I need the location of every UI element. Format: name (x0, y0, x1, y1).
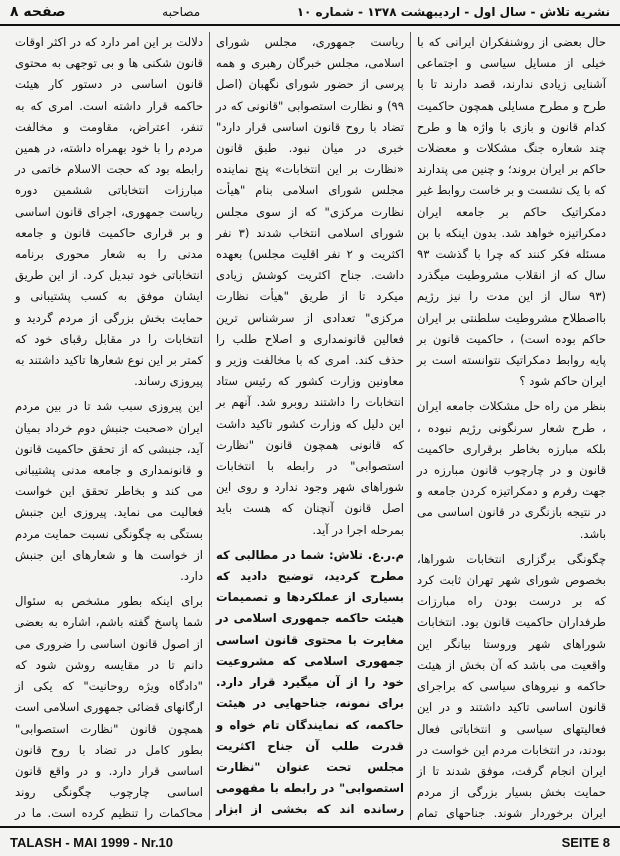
footer-issue: TALASH - MAI 1999 - Nr.10 (10, 834, 174, 850)
paragraph: چگونگی برگزاری انتخابات شوراها، بخصوص شورای شهر تهران ثابت کرد که بر درست بودن راه مبارزات طرفداران حاکمیت قانون بود. انتخابات شوراهای شهر وروستا بیانگر این واقعیت می باشد که آن بخش از هیئت حاکمه و نیروهای سیاسی که براجرای قانون اساسی تاکید داشتند و در این فعالیتهای سیاسی و انتخاباتی فعال بودند، در انتخابات مردم این خواست در ایران انجام گرفت، موفق شدند تا از حمایت بخش بسیار بزرگی از مردم ایران برخوردار شوند. جناحهای تمام (417, 551, 606, 820)
page-number-fa: صفحه ۸ (10, 4, 66, 20)
page-footer (0, 826, 620, 856)
paragraph: دلالت بر این امر دارد که در اکثر اوقات قانون شکنی ها و بی توجهی به محتوی قانون اساسی در دستور کار هیئت حاکمه قرار داشته است. امری که به تنفر، اعتراض، مقاومت و مخالفت مردم را با خود بهمراه داشته، در همین رابطه بود که حجت الاسلام خاتمی در مبارزات انتخاباتی ششمین دوره ریاست جمهوری، اجرای قانون اساسی و بر قراری حاکمیت قانون و جامعه مدنی را به شعار محوری برنامه انتخاباتی خود تبدیل کرد. از این طریق ایشان موفق به کسب پشتیبانی و حمایت بخش بزرگی از مردم گردید و انتخابات را در مقابل رقبای خود که کمتر بر این نوع شعارها تاکید داشتند به پیروزی رساند. (15, 35, 203, 389)
footer-page-number: SEITE 8 (561, 834, 610, 850)
paragraph: بنظر من راه حل مشکلات جامعه ایران ، طرح شعار سرنگونی رژیم نبوده ، بلکه مبارزه بخاطر برقراری حاکمیت قانون و در چارچوب قانون مبارزه در جهت رفرم و دمکراتیزه کردن جامعه و در نتیجه بازنگری در قانون اساسی می باشد. (417, 399, 606, 541)
paragraph: برای اینکه بطور مشخص به سئوال شما پاسخ گفته باشم، اشاره به بعضی از اصول قانون اساسی را ضروری می دانم تا در مقایسه روشن شود که "دادگاه ویژه روحانیت" که یکی از ارگانهای قضائی جمهوری اسلامی است همچون قانون "نظارت استصوابی" بطور کامل در تضاد با روح قانون اساسی قرار دارد. و در واقع قانون اساسی چارچوب چگونگی روند محاکمات را تنظیم کرده است. ما در (15, 594, 203, 820)
paragraph: حال بعضی از روشنفکران ایرانی که با خیلی از مسایل سیاسی و اجتماعی آشنایی زیادی ندارند، قصد دارند تا با طرح و مطرح مسایلی همچون حاکمیت کدام قانون و بازی با واژه ها و طرح چند شعاره جنگ مشکلات و معضلات حاکم بر ایران بروند؛ و چنین می پندارند که با یک نشست و بر خاست روابط غیر دمکراتیک حاکم بر جامعه ایران دمکراتیزه خواهد شد. بدون اینکه با بن مسئله فکر کنند که چرا با گذشت ۹۳ سال که از انقلاب مشروطیت میگذرد (۹۳ سال از این مدت را نیز رژیم بااصطلاح مشروطیت سلطنتی بر ایران حاکم بوده است) ، حاکمیت قانون بر پایه روابط دمکراتیک نتوانسته است بر ایران حاکم شود ؟ (417, 35, 606, 389)
issue-line: نشریه تلاش - سال اول - اردیبهشت ۱۳۷۸ - شماره ۱۰ (296, 5, 610, 19)
interview-question: م.ر.ع. تلاش: شما در مطالبی که مطرح کردید، توضیح دادید که بسیاری از عملکردها و تصمیمات هیئت حاکمه جمهوری اسلامی در مغایرت با محتوی قانون اساسی جمهوری اسلامی که مشروعیت خود را از آن میگیرد قرار دارد. برای نمونه، جناحهایی در هیئت حاکمه، که نمایندگان تام خواه و قدرت طلب آن جناح اکثریت مجلس تحت عنوان "نظارت استصوابی" در رابطه با مفهومی رسانده اند که بخشی از ابزار (216, 547, 404, 817)
column-right (411, 32, 612, 820)
page-header (0, 0, 620, 26)
column-middle (210, 32, 411, 820)
column-left (9, 32, 210, 820)
paragraph: این پیروزی سبب شد تا در بین مردم ایران «صحبت جنبش دوم خرداد بمیان آید، جنبشی که از تحقق حاکمیت قانون و قانونمداری و جامعه مدنی پشتیبانی می کند و بخاطر تحقق این خواست فعالیت می نماید. پیروزی این جنبش بستگی به چگونگی نسبت حمایت مردم از خواست ها و شعارهای این جنبش دارد. (15, 399, 203, 584)
paragraph: ریاست جمهوری، مجلس شورای اسلامی، مجلس خبرگان رهبری و همه پرسی از حضور شورای نگهبان (اصل ۹۹) و نظارت استصوابی "قانونی که در تضاد با روح قانون اساسی قرار دارد" خبری در میان نبود. طبق قانون «نظارت بر این انتخابات» پنج نماینده مجلس شورای اسلامی بنام "هیأت نظارت مرکزی" که از سوی مجلس شورای اسلامی انتخاب شدند (۳ نفر اکثریت و ۲ نفر اقلیت مجلس) بعهده داشت. جناح اکثریت کوشش زیادی میکرد تا از طریق "هیأت نظارت مرکزی" تعدادی از سرشناس ترین فعالین قانونمداری و اصلاح طلب را حذف کند. امری که با مخالفت وزیر و معاونین وزارت کشور که رئیس ستاد انتخابات را داشتند روبرو شد. آنهم بر این دلیل که وزارت کشور تاکید داشت که قانونی همچون قانون "نظارت استصوابی" در رابطه با انتخابات شوراهای شهر وجود ندارد و روی این اصل قانون آنچنان که هست باید بمرحله اجرا در آید. (216, 35, 404, 537)
section-title: مصاحبه (162, 5, 201, 19)
article-columns (8, 32, 612, 820)
